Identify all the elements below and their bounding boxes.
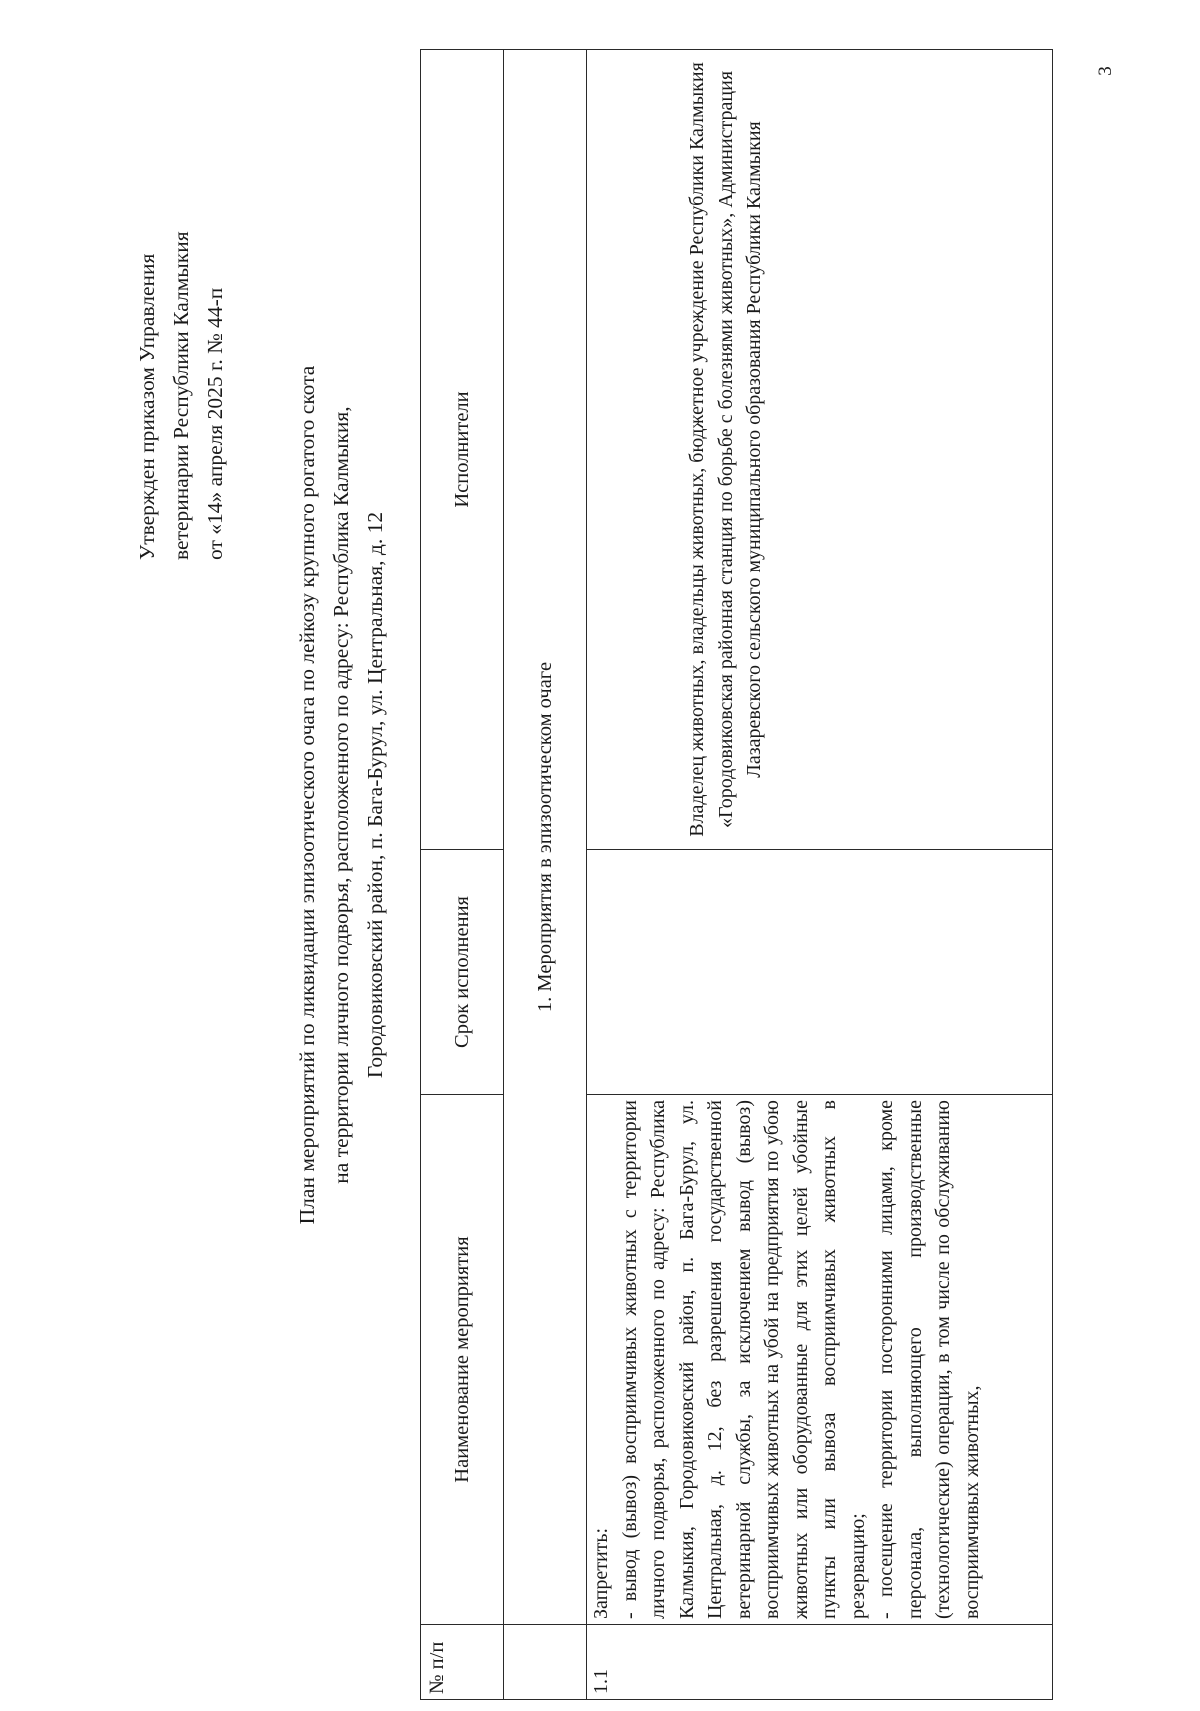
title-line-1: План мероприятий по ликвидации эпизоотического очага по лейкозу крупного рогатого скота	[295, 365, 319, 1225]
row-num: 1.1	[587, 1625, 1053, 1700]
row-executors: Владелец животных, владельцы животных, бюджетное учреждение Республики Калмыкия «Городовиковская районная станция по борьбе с болезнями животных», Администрация Лазаревского сельского муниципального образования Республики Калмыкия	[587, 50, 1053, 850]
measures-table	[420, 49, 1053, 1700]
title-line-2: на территории личного подворья, расположенного по адресу: Республика Калмыкия,	[329, 406, 353, 1184]
row-term	[587, 850, 1053, 1095]
row-measure	[587, 1095, 1053, 1625]
measure-line-3: - посещение территории посторонними лицами, кроме персонала, выполняющего производственные (технологические) операции, в том числе по обслуживанию восприимчивых животных,	[875, 1100, 983, 1619]
section-title: 1. Мероприятия в эпизоотическом очаге	[504, 50, 587, 1625]
title-line-3: Городовиковский район, п. Бага-Бурул, ул. Центральная, д. 12	[363, 511, 387, 1079]
page-number: 3	[1094, 66, 1116, 76]
header-name: Наименование мероприятия	[421, 1095, 504, 1625]
approval-line-3: от «14» апреля 2025 г. № 44-п	[203, 287, 227, 560]
approval-line-2: ветеринарии Республики Калмыкия	[169, 231, 193, 560]
measure-line-2: - вывод (вывоз) восприимчивых животных с территории личного подворья, расположенного по адресу: Республика Калмыкия, Городовиковский район, п. Бага-Бурул, ул. Центральная, д. 12, без разрешения государственной ветеринарной службы, за исключением вывод (вывоз) восприимчивых животных на убой на предприятия по убою животных или оборудованные для этих целей убойные пункты или вывоза восприимчивых животных в резервацию;	[618, 1100, 869, 1619]
table-row	[587, 50, 1053, 1700]
table-header-row	[421, 50, 504, 1700]
header-term: Срок исполнения	[421, 850, 504, 1095]
document-title	[290, 230, 392, 1360]
section-row	[504, 50, 587, 1700]
measure-line-1: Запретить:	[590, 1527, 612, 1619]
header-num: № п/п	[421, 1625, 504, 1700]
measures-table-wrap	[420, 50, 1053, 1700]
approval-block	[130, 100, 232, 560]
header-executors: Исполнители	[421, 50, 504, 850]
section-num-cell	[504, 1625, 587, 1700]
approval-line-1: Утвержден приказом Управления	[135, 253, 159, 560]
